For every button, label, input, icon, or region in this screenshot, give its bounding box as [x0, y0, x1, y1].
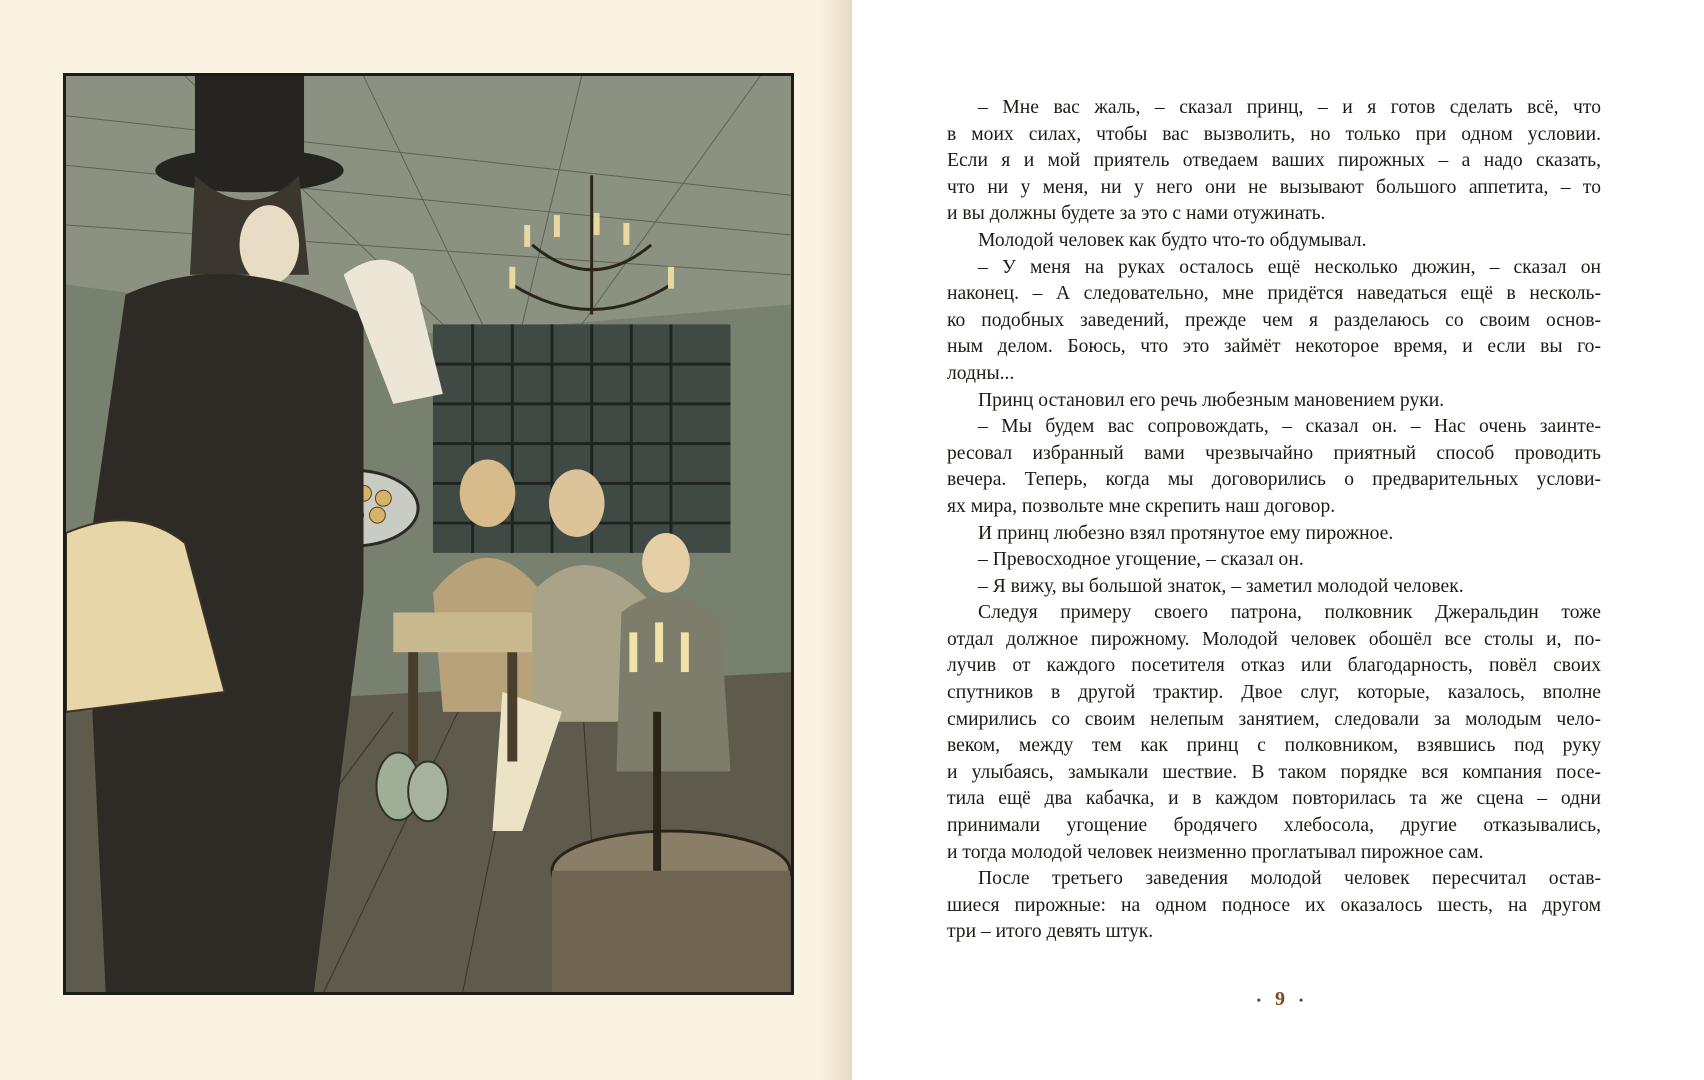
text-line: смирились со своим нелепым занятием, следовали за молодым чело-: [947, 708, 1601, 730]
text-line: отдал должное пирожному. Молодой человек обошёл все столы и, по-: [947, 628, 1601, 650]
text-line: Следуя примеру своего патрона, полковник Джеральдин тоже: [978, 602, 1601, 624]
text-line: ко подобных заведений, прежде чем я разделаюсь со своим основ-: [947, 309, 1601, 331]
text-line: – Я вижу, вы большой знаток, – заметил молодой человек.: [978, 575, 1464, 597]
text-line: ным делом. Боюсь, что это займёт некоторое время, и если вы го-: [947, 336, 1601, 358]
gutter-shadow-left: [818, 0, 852, 1080]
text-line: и тогда молодой человек неизменно проглатывал пирожное сам.: [947, 841, 1484, 863]
text-line: что ни у меня, ни у него они не вызывают большого аппетита, – то: [947, 176, 1601, 198]
text-line: принимали угощение бродячего хлебосола, другие отказывались,: [947, 815, 1601, 837]
text-line: – Превосходное угощение, – сказал он.: [978, 549, 1304, 571]
text-line: После третьего заведения молодой человек пересчитал остав-: [978, 868, 1601, 890]
folio-dot-left: •: [1256, 992, 1261, 1007]
text-line: ресовал избранный вами чрезвычайно приятный способ проводить: [947, 442, 1601, 464]
text-line: вечера. Теперь, когда мы договорились о предварительных услови-: [947, 469, 1601, 491]
text-line: и вы должны будете за это с нами отужинать.: [947, 203, 1326, 225]
text-line: веком, между тем как принц с полковником, взявшись под руку: [947, 735, 1601, 757]
text-line: Если я и мой приятель отведаем ваших пирожных – а надо сказать,: [947, 150, 1601, 172]
tavern-illustration-image: [66, 76, 791, 992]
text-line: ях мира, позвольте мне скрепить наш договор.: [947, 495, 1336, 517]
text-line: Принц остановил его речь любезным мановением руки.: [978, 389, 1445, 411]
text-line: и улыбаясь, замыкали шествие. В таком порядке вся компания посе-: [947, 761, 1601, 783]
text-line: лучив от каждого посетителя отказ или благодарность, повёл своих: [947, 655, 1601, 677]
text-line: тила ещё два кабачка, и в каждом повторилась та же сцена – одни: [947, 788, 1601, 810]
text-line: три – итого девять штук.: [947, 921, 1154, 943]
folio-dot-right: •: [1299, 992, 1304, 1007]
text-line: – Мне вас жаль, – сказал принц, – и я готов сделать всё, что: [978, 97, 1601, 118]
page-number: [1220, 988, 1340, 1011]
text-line: лодны...: [947, 362, 1015, 384]
text-line: И принц любезно взял протянутое ему пирожное.: [978, 522, 1394, 544]
text-line: Молодой человек как будто что-то обдумывал.: [978, 229, 1367, 251]
text-line: шиеся пирожные: на одном подносе их оказалось шесть, на другом: [947, 894, 1601, 916]
text-line: наконец. – А следовательно, мне придётся наведаться ещё в несколь-: [947, 283, 1601, 305]
page-number-value: 9: [1275, 988, 1285, 1010]
text-line: – У меня на руках осталось ещё несколько дюжин, – сказал он: [978, 256, 1601, 278]
text-line: – Мы будем вас сопровождать, – сказал он. – Нас очень заинте-: [978, 416, 1601, 438]
text-line: в моих силах, чтобы вас вызволить, но только при одном условии.: [947, 123, 1601, 145]
illustration: [63, 73, 794, 995]
body-text: [947, 95, 1601, 946]
text-line: спутников в другой трактир. Двое слуг, которые, казалось, вполне: [947, 682, 1601, 704]
